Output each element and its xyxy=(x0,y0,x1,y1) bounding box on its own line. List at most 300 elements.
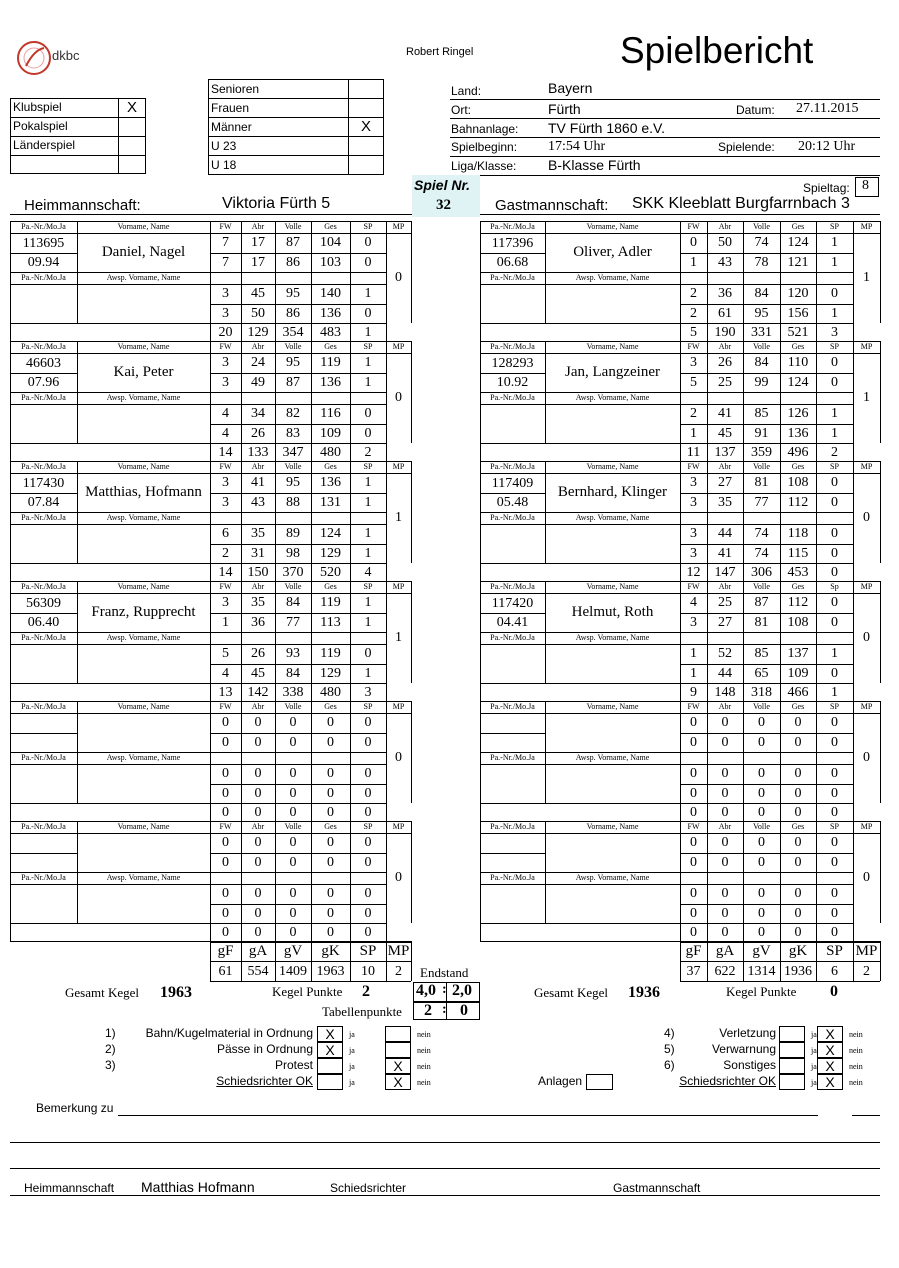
score-cell: 95 xyxy=(286,286,300,301)
grid-line xyxy=(10,284,210,285)
score-cell: 81 xyxy=(754,615,769,630)
total-cell: 3 xyxy=(364,685,372,700)
total-cell: 2 xyxy=(831,445,838,460)
col-header-abr: Abr xyxy=(718,822,732,831)
player-birth-date: 06.68 xyxy=(496,255,529,270)
score-cell: 41 xyxy=(251,475,265,490)
total-cell: 0 xyxy=(289,805,297,820)
col-header-fw: FW xyxy=(219,822,232,831)
score-cell: 0 xyxy=(364,855,372,870)
player-mp: 0 xyxy=(863,510,870,525)
score-cell: 95 xyxy=(286,475,300,490)
score-cell: 35 xyxy=(718,495,732,510)
col-header-name: Vorname, Name xyxy=(586,702,639,711)
nein-label: nein xyxy=(849,1046,863,1055)
score-cell: 0 xyxy=(222,906,229,921)
score-cell: 140 xyxy=(320,286,341,301)
col-header-pass: Pa.-Nr./Mo.Ja xyxy=(490,342,535,351)
score-cell: 50 xyxy=(718,235,732,250)
player-birth-date xyxy=(10,853,77,872)
player-name: Oliver, Adler xyxy=(573,244,652,260)
total-cell: 150 xyxy=(247,565,269,580)
score-cell: 0 xyxy=(364,306,372,321)
player-pass-number xyxy=(10,834,77,853)
col-header-sp: SP xyxy=(830,342,839,351)
check-nein-box[interactable]: X xyxy=(817,1042,843,1058)
score-cell: 110 xyxy=(787,355,809,370)
score-cell: 0 xyxy=(327,855,334,870)
player-pass-number: 128293 xyxy=(491,356,534,371)
player-name: Daniel, Nagel xyxy=(101,244,186,260)
player-name xyxy=(77,833,210,872)
score-cell: 87 xyxy=(286,375,300,390)
col-header-abr: Abr xyxy=(718,222,732,231)
nein-label: nein xyxy=(417,1030,431,1039)
check-label: Schiedsrichter OK xyxy=(679,1074,776,1088)
score-cell: 41 xyxy=(718,406,732,421)
ja-label: ja xyxy=(349,1030,355,1039)
score-cell: 1 xyxy=(831,406,838,421)
check-nein-box[interactable]: X xyxy=(817,1074,843,1090)
check-ja-box[interactable]: X xyxy=(317,1042,343,1058)
score-cell: 137 xyxy=(787,646,809,661)
check-nein-box[interactable] xyxy=(385,1042,411,1058)
score-cell: 0 xyxy=(254,766,262,781)
score-cell: 0 xyxy=(690,855,697,870)
total-cell: 0 xyxy=(254,925,262,940)
col-header-pass: Pa.-Nr./Mo.Ja xyxy=(21,822,66,831)
grid-line xyxy=(880,701,881,803)
total-cell: 0 xyxy=(222,925,229,940)
grid-line xyxy=(411,221,412,323)
col-header-pass: Pa.-Nr./Mo.Ja xyxy=(21,702,66,711)
total-cell: 520 xyxy=(320,565,341,580)
total-cell: 148 xyxy=(714,685,736,700)
col-header-pass: Pa.-Nr./Mo.Ja xyxy=(21,342,66,351)
score-cell: 0 xyxy=(721,786,729,801)
player-name: Kai, Peter xyxy=(113,364,174,380)
col-header-abr: Abr xyxy=(251,702,265,711)
total-cell: 480 xyxy=(320,685,341,700)
col-header-sp: Sp xyxy=(830,582,839,591)
score-cell: 74 xyxy=(754,235,769,250)
score-cell: 0 xyxy=(758,735,765,750)
grid-line xyxy=(480,644,680,645)
score-cell: 0 xyxy=(831,526,838,541)
col-header-pass: Pa.-Nr./Mo.Ja xyxy=(490,702,535,711)
col-header-name: Vorname, Name xyxy=(117,702,170,711)
total-cell: 0 xyxy=(794,925,802,940)
col-header-sp: SP xyxy=(363,222,373,231)
score-cell: 36 xyxy=(251,615,265,630)
player-birth-date xyxy=(10,733,77,752)
player-mp: 1 xyxy=(863,390,870,405)
score-cell: 0 xyxy=(289,715,297,730)
col-header-abr: Abr xyxy=(251,462,265,471)
total-cell: 1 xyxy=(364,325,372,340)
col-header-pass: Pa.-Nr./Mo.Ja xyxy=(21,462,66,471)
score-cell: 0 xyxy=(327,786,334,801)
score-cell: 35 xyxy=(251,526,265,541)
totals-value: 1936 xyxy=(784,964,812,979)
player-birth-date: 06.40 xyxy=(27,615,60,630)
total-cell: 0 xyxy=(327,925,334,940)
total-cell: 0 xyxy=(690,925,697,940)
score-cell: 87 xyxy=(754,595,769,610)
score-cell: 1 xyxy=(831,426,838,441)
score-cell: 3 xyxy=(690,526,697,541)
col-header-volle: Volle xyxy=(753,222,770,231)
score-cell: 0 xyxy=(831,595,838,610)
score-cell: 3 xyxy=(222,286,229,301)
grid-line xyxy=(208,136,384,137)
spielnr-label: Spiel Nr. xyxy=(414,177,471,193)
score-cell: 3 xyxy=(222,375,229,390)
nein-label: nein xyxy=(849,1078,863,1087)
col-header-ges: Ges xyxy=(791,822,805,831)
score-cell: 1 xyxy=(364,615,372,630)
score-cell: 116 xyxy=(320,406,341,421)
totals-value: 6 xyxy=(831,964,838,979)
score-cell: 0 xyxy=(794,766,802,781)
col-header-volle: Volle xyxy=(284,702,302,711)
player-pass-number: 46603 xyxy=(26,356,61,371)
col-header-fw: FW xyxy=(687,582,700,591)
match-type-label: Länderspiel xyxy=(13,138,76,152)
score-cell: 124 xyxy=(787,375,809,390)
grid-line xyxy=(480,404,680,405)
score-cell: 108 xyxy=(787,475,809,490)
grid-line xyxy=(10,155,146,156)
score-cell: 0 xyxy=(721,886,729,901)
check-nein-box[interactable]: X xyxy=(385,1058,411,1074)
check-label: Protest xyxy=(274,1058,313,1072)
score-cell: 52 xyxy=(718,646,732,661)
score-cell: 41 xyxy=(718,546,732,561)
grid-line xyxy=(210,981,411,982)
col-header-volle: Volle xyxy=(753,462,770,471)
player-mp: 1 xyxy=(395,510,402,525)
score-cell: 1 xyxy=(831,255,838,270)
col-header-fw: FW xyxy=(687,822,700,831)
category-label: U 23 xyxy=(211,139,237,153)
score-cell: 0 xyxy=(254,786,262,801)
check-ja-box[interactable] xyxy=(317,1074,343,1090)
nein-label: nein xyxy=(849,1062,863,1071)
totals-header: SP xyxy=(826,943,843,959)
score-cell: 0 xyxy=(758,855,765,870)
page-title: Spielbericht xyxy=(620,30,814,71)
score-cell: 0 xyxy=(254,715,262,730)
score-cell: 0 xyxy=(289,835,297,850)
score-cell: 118 xyxy=(787,526,809,541)
score-cell: 0 xyxy=(794,735,802,750)
anlagen-label: Anlagen xyxy=(538,1074,583,1088)
grid-line xyxy=(411,701,412,803)
awsp-pass-header: Pa.-Nr./Mo.Ja xyxy=(21,633,66,642)
ort-value: Fürth xyxy=(548,101,581,117)
totals-value: 61 xyxy=(218,964,233,979)
score-cell: 0 xyxy=(690,235,697,250)
awsp-pass-header: Pa.-Nr./Mo.Ja xyxy=(490,753,535,762)
check-ja-box[interactable]: X xyxy=(317,1026,343,1042)
col-header-pass: Pa.-Nr./Mo.Ja xyxy=(21,582,66,591)
col-header-name: Vorname, Name xyxy=(117,342,170,351)
grid-line xyxy=(10,524,210,525)
score-cell: 85 xyxy=(754,646,769,661)
score-cell: 3 xyxy=(222,595,229,610)
score-cell: 1 xyxy=(364,475,372,490)
player-mp: 1 xyxy=(395,630,402,645)
totals-value: 2 xyxy=(395,964,402,979)
player-name: Jan, Langzeiner xyxy=(565,364,660,380)
col-header-volle: Volle xyxy=(753,822,770,831)
guest-kp-label: Kegel Punkte xyxy=(726,984,797,999)
score-cell: 2 xyxy=(690,306,697,321)
score-cell: 1 xyxy=(364,526,372,541)
check-ja-box[interactable] xyxy=(779,1074,805,1090)
player-pass-number: 117430 xyxy=(22,476,65,491)
score-cell: 1 xyxy=(690,255,697,270)
guest-gesamt-label: Gesamt Kegel xyxy=(534,985,609,1000)
total-cell: 354 xyxy=(282,325,304,340)
check-ja-box[interactable] xyxy=(317,1058,343,1074)
score-cell: 0 xyxy=(831,615,838,630)
check-label: Verwarnung xyxy=(711,1042,776,1056)
total-cell: 133 xyxy=(247,445,269,460)
referee-name: Robert Ringel xyxy=(406,46,474,58)
grid-line xyxy=(680,872,853,873)
score-cell: 109 xyxy=(320,426,341,441)
schied-sign-label: Schiedsrichter xyxy=(330,1181,407,1195)
check-number: 5) xyxy=(664,1042,675,1056)
col-header-name: Vorname, Name xyxy=(586,462,639,471)
col-header-volle: Volle xyxy=(284,582,302,591)
category-label: Senioren xyxy=(211,82,260,96)
awsp-pass-header: Pa.-Nr./Mo.Ja xyxy=(490,873,535,882)
col-header-mp: MP xyxy=(392,822,405,831)
totals-header: MP xyxy=(387,943,410,959)
home-kp-value: 2 xyxy=(362,983,370,1000)
col-header-volle: Volle xyxy=(284,222,302,231)
grid-line xyxy=(545,632,546,683)
score-cell: 0 xyxy=(364,766,372,781)
score-cell: 0 xyxy=(831,475,838,490)
total-cell: 0 xyxy=(758,925,765,940)
score-cell: 25 xyxy=(718,375,732,390)
player-birth-date xyxy=(480,853,545,872)
totals-value: 1314 xyxy=(747,964,776,979)
grid-line xyxy=(880,461,881,563)
grid-line xyxy=(545,512,546,563)
home-team-name: Viktoria Fürth 5 xyxy=(222,195,331,212)
score-cell: 34 xyxy=(251,406,265,421)
score-cell: 0 xyxy=(831,786,838,801)
grid-line xyxy=(77,872,78,923)
score-cell: 0 xyxy=(222,735,229,750)
check-ja-box[interactable] xyxy=(779,1026,805,1042)
score-cell: 119 xyxy=(320,646,341,661)
total-cell: 0 xyxy=(831,925,838,940)
player-birth-date: 07.96 xyxy=(27,375,60,390)
grid-line xyxy=(411,461,412,563)
total-cell: 370 xyxy=(282,565,304,580)
col-header-mp: MP xyxy=(860,222,873,231)
ja-label: ja xyxy=(349,1078,355,1087)
player-mp: 0 xyxy=(395,270,402,285)
bahn-value: TV Fürth 1860 e.V. xyxy=(548,120,665,136)
score-cell: 0 xyxy=(690,786,697,801)
ende-value: 20:12 Uhr xyxy=(798,139,856,154)
check-nein-box[interactable]: X xyxy=(817,1058,843,1074)
nein-label: nein xyxy=(417,1062,431,1071)
col-header-ges: Ges xyxy=(791,702,805,711)
score-cell: 0 xyxy=(327,715,334,730)
heim-signature: Matthias Hofmann xyxy=(141,1179,255,1195)
col-header-ges: Ges xyxy=(324,702,337,711)
grid-line xyxy=(77,392,78,443)
match-type-checkbox[interactable]: X xyxy=(126,99,137,116)
score-cell: 78 xyxy=(754,255,769,270)
score-cell: 86 xyxy=(286,255,300,270)
check-ja-box[interactable] xyxy=(779,1042,805,1058)
score-cell: 26 xyxy=(251,426,265,441)
datum-label: Datum: xyxy=(736,103,775,117)
col-header-name: Vorname, Name xyxy=(586,582,639,591)
col-header-pass: Pa.-Nr./Mo.Ja xyxy=(490,582,535,591)
awsp-name-header: Awsp. Vorname, Name xyxy=(106,753,181,762)
score-cell: 0 xyxy=(758,906,765,921)
score-cell: 95 xyxy=(286,355,300,370)
score-cell: 129 xyxy=(320,546,341,561)
score-cell: 0 xyxy=(721,715,729,730)
col-header-ges: Ges xyxy=(324,462,337,471)
gast-sign-label: Gastmannschaft xyxy=(613,1181,701,1195)
score-cell: 3 xyxy=(222,475,229,490)
score-cell: 0 xyxy=(831,886,838,901)
score-cell: 77 xyxy=(754,495,769,510)
total-cell: 521 xyxy=(787,325,809,340)
score-cell: 0 xyxy=(721,835,729,850)
total-cell: 480 xyxy=(320,445,341,460)
score-cell: 124 xyxy=(787,235,809,250)
score-cell: 1 xyxy=(364,666,372,681)
total-cell: 3 xyxy=(831,325,838,340)
total-cell: 0 xyxy=(364,805,372,820)
score-cell: 0 xyxy=(327,906,334,921)
score-cell: 2 xyxy=(222,546,229,561)
score-cell: 0 xyxy=(327,886,334,901)
grid-line xyxy=(480,524,680,525)
awsp-name-header: Awsp. Vorname, Name xyxy=(106,513,181,522)
score-cell: 0 xyxy=(289,735,297,750)
score-cell: 3 xyxy=(690,475,697,490)
score-cell: 0 xyxy=(327,735,334,750)
player-pass-number xyxy=(480,714,545,733)
score-cell: 1 xyxy=(831,235,838,250)
grid-line xyxy=(680,392,853,393)
score-cell: 4 xyxy=(690,595,697,610)
grid-line xyxy=(545,392,546,443)
score-cell: 0 xyxy=(721,906,729,921)
category-label: U 18 xyxy=(211,158,237,172)
endstand-guest: 2,0 xyxy=(452,982,472,999)
total-cell: 0 xyxy=(690,805,697,820)
grid-line xyxy=(680,272,853,273)
grid-line xyxy=(480,284,680,285)
grid-line xyxy=(77,512,78,563)
player-name: Bernhard, Klinger xyxy=(557,484,668,500)
score-cell: 112 xyxy=(787,495,809,510)
col-header-fw: FW xyxy=(219,462,232,471)
score-cell: 35 xyxy=(251,595,265,610)
col-header-sp: SP xyxy=(363,702,373,711)
check-nein-box[interactable] xyxy=(385,1026,411,1042)
col-header-sp: SP xyxy=(830,462,839,471)
score-cell: 3 xyxy=(690,546,697,561)
col-header-ges: Ges xyxy=(324,822,337,831)
score-cell: 4 xyxy=(222,406,229,421)
col-header-name: Vorname, Name xyxy=(586,822,639,831)
score-cell: 0 xyxy=(222,835,229,850)
total-cell: 318 xyxy=(751,685,772,700)
awsp-name-header: Awsp. Vorname, Name xyxy=(575,873,650,882)
score-cell: 0 xyxy=(364,426,372,441)
score-cell: 0 xyxy=(831,906,838,921)
score-cell: 88 xyxy=(286,495,300,510)
grid-line xyxy=(680,632,853,633)
grid-line xyxy=(10,136,146,137)
score-cell: 27 xyxy=(718,475,732,490)
grid-line xyxy=(880,821,881,923)
total-cell: 466 xyxy=(787,685,809,700)
tab-label: Tabellenpunkte xyxy=(322,1004,402,1019)
score-cell: 45 xyxy=(718,426,732,441)
total-cell: 147 xyxy=(714,565,736,580)
score-cell: 49 xyxy=(251,375,265,390)
grid-line xyxy=(880,941,881,981)
score-cell: 124 xyxy=(320,526,341,541)
total-cell: 13 xyxy=(218,685,233,700)
check-ja-box[interactable] xyxy=(779,1058,805,1074)
awsp-name-header: Awsp. Vorname, Name xyxy=(575,393,650,402)
score-cell: 129 xyxy=(320,666,341,681)
score-cell: 95 xyxy=(754,306,769,321)
grid-line xyxy=(210,272,386,273)
score-cell: 84 xyxy=(754,286,769,301)
home-team-label: Heimmannschaft: xyxy=(24,197,141,214)
total-cell: 14 xyxy=(218,565,233,580)
player-name: Helmut, Roth xyxy=(571,604,654,620)
score-cell: 3 xyxy=(222,306,229,321)
col-header-name: Vorname, Name xyxy=(117,222,170,231)
category-checkbox[interactable]: X xyxy=(360,118,371,135)
grid-line xyxy=(210,392,386,393)
score-cell: 26 xyxy=(718,355,732,370)
check-nein-box[interactable]: X xyxy=(817,1026,843,1042)
total-cell: 4 xyxy=(364,565,372,580)
datum-value: 27.11.2015 xyxy=(796,101,859,116)
score-cell: 0 xyxy=(364,235,372,250)
grid-line xyxy=(680,512,853,513)
score-cell: 0 xyxy=(758,715,765,730)
score-cell: 104 xyxy=(320,235,341,250)
check-nein-box[interactable]: X xyxy=(385,1074,411,1090)
grid-line xyxy=(480,884,680,885)
col-header-volle: Volle xyxy=(753,342,770,351)
col-header-volle: Volle xyxy=(284,462,302,471)
home-kp-label: Kegel Punkte xyxy=(272,984,343,999)
